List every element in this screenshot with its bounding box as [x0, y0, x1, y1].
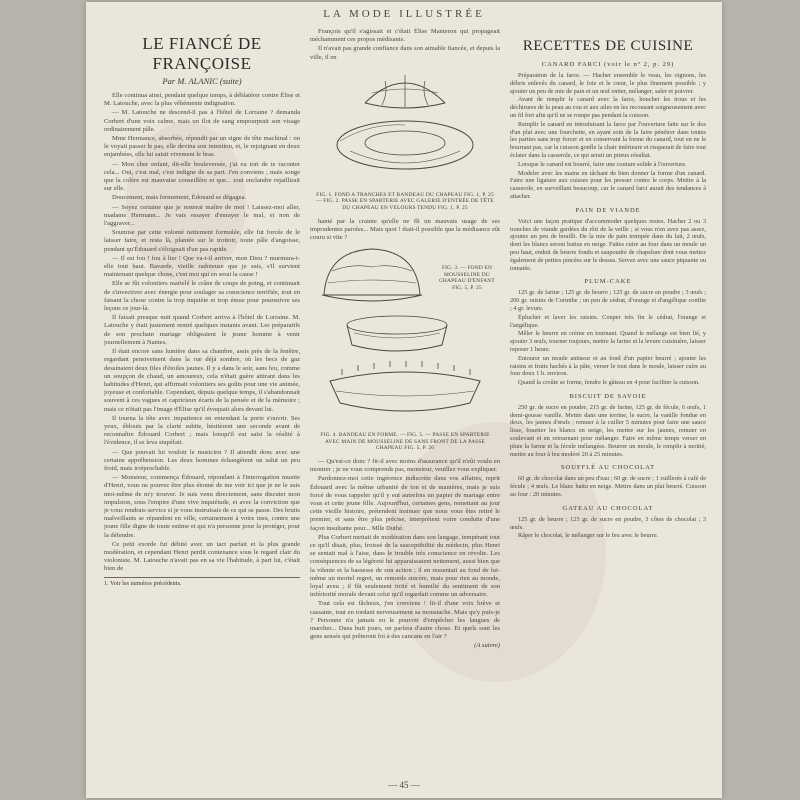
article-paragraph: Mme Hermance, absorbée, répondit par un signe de tête machinal : on le voyait passer le pas, elle devina son intention, et, le rejoignant en deux enjambées, elle lui saisit vivement le bras. [104, 135, 300, 159]
recipe-paragraph: 60 gr. de chocolat dans un peu d'eau ; 60 gr. de sucre ; 1 cuillerée à café de fécule ; 4 œufs. Le blanc battu en neige. Mettre dans un plat beurré. Cuisson au four : 20 minutes. [510, 475, 706, 499]
hat-figure-3-block [310, 243, 500, 361]
recipe-paragraph: 125 gr. de beurre ; 125 gr. de sucre en poudre, 3 côtes de chocolat ; 3 œufs. [510, 515, 706, 531]
to-be-continued: (A suivre) [474, 642, 500, 650]
running-title: LA MODE ILLUSTRÉE [323, 8, 485, 20]
article-paragraph: — M. Latouche ne descend-il pas à l'hôtel de Lorraine ? demanda Corbert d'une voix calme, mais un flot de sang empourprait son visage ordinairement pâle. [104, 109, 300, 133]
article-paragraph: — Que pouvait lui vouloir le musicien ? Il attendit donc avec une certaine appréhension. Les deux hommes échangèrent un salut un peu froid, mais irréprochable. [104, 448, 300, 472]
recipe-paragraph: Lorsque le canard est bourré, faire une couture solide à l'ouverture. [518, 160, 687, 168]
article-paragraph: Tout cela est fâcheux, j'en conviens ! fit-il d'une voix brève et cassante, tout en tordant nerveusement sa moustache. Mais qu'y puis-je ? Personne n'a jamais eu le pouvoir d'empêcher les langues de marcher... Dans huit jours, on parlera d'autre chose. Et quels sont les gens sensés qui prêteront foi à des cancans en l'air ? [310, 600, 500, 641]
recipe-paragraph: Remplir le canard en introduisant la farce par l'ouverture faite sur le dos d'un plat avec une fourchette, en ayant soin de la faire pénétrer dans toutes les parties sans trop forcer et en conservant la forme du canard, tout en ne le bourrant pas, car la cuisson gonfle la chair intérieure et risquerait de faire tout éclater dans la casserole, ce qui serait un piteux résultat. [510, 120, 706, 159]
article-paragraph: Soumise par cette volonté nettement formulée, elle fut forcée de le laisser faire, et resta là, plantée sur le trottoir, toute pâle d'angoisse, pendant qu'Édouard s'éloignait d'un pas rapide. [104, 229, 300, 253]
recipe-heading: PAIN DE VIANDE [575, 206, 641, 214]
byline-author: Par M. ALANIC [162, 76, 218, 86]
article-title: LE FIANCÉ DE FRANÇOISE [142, 34, 262, 73]
hat-crown-illustration [365, 75, 445, 108]
hat-figure-3 [312, 243, 432, 313]
recipe-paragraph: Éplucher et laver les raisins. Couper très fin le cédrat, l'orange et l'angélique. [510, 313, 706, 329]
article-column-1 [104, 28, 300, 772]
recipe-paragraph: Préparation de la farce. — Hacher ensemble le veau, les oignons, les débris enlevés du canard, le foie et le cœur, le plus finement possible ; y ajouter un peu de mie de pain et un œuf entier, mélanger, saler et poivrer. [510, 72, 706, 95]
recipes-column [510, 28, 706, 772]
recipe-paragraph: 250 gr. de sucre en poudre, 215 gr. de farine, 125 gr. de fécule, 6 œufs, 1 demi-gousse vanille. Mettre dans une terrine, le sucre, la vanille fondue en deux, les jaunes d'œufs ; remuer à la cuiller 5 minutes pour faire une sauce lisse, fouetter les blancs en neige, les mettre sur les jaunes, remuer en soulevant et en retournant pour mélanger. Faire en même temps verser en pluie la farine et la fécule mélangées. Beurrer un moule, le remplir à moitié, mettre au four à feu modéré 20 à 25 minutes. [510, 403, 706, 458]
footnote: 1. Voir les numéros précédents. [104, 577, 300, 588]
magazine-page [86, 2, 722, 798]
recipe-paragraph: Entourer un moule antiseur et au fond d'un papier beurré ; ajouter les raisins et fruits hachés à la pâte, verser le tout dans le moule, laisser cuire au four doux 1 h. environ. [510, 354, 706, 378]
article-paragraph: Il faisait presque nuit quand Corbert arriva à l'hôtel de Lorraine. M. Latouche y était justement rentré quelques instants avant. Les préparatifs de son prochain mariage obligeaient le jeune homme à venir journellement à Nantes. [104, 314, 300, 346]
figure-caption: FIG. 3. — FOND EN MOUSSELINE DU CHAPEAU D'ENFANT FIG. 5, P. 25 [439, 265, 495, 291]
recipe-paragraph: Râper le chocolat, le mélanger sur le feu avec le beurre. [518, 532, 659, 540]
recipe-paragraph: 125 gr. de farine ; 125 gr. de beurre ; 125 gr. de sucre en poudre ; 3 œufs ; 200 gr. raisins de Corinthe ; un peu de cédrat, d'orange et d'angélique confite ; 4 gr. levure. [510, 289, 706, 312]
recipe-paragraph: Voici une façon pratique d'accommoder quelques restes. Hacher 2 ou 3 tranches de viande gardées du rôti de la veille ; si vous n'en avez pas assez, ajoutez un peu de bouilli. De la mie de pain trempée dans du lait, 2 œufs, dont les blancs seront battus en neige. Faites cuire au four dans un moule un peu haut, enduit de beurre fondu et saupoudré de chapelure dont vous mettez également de petites pincées sur le dessus. Servez avec une sauce piquante ou tomatée. [510, 217, 706, 272]
recipe-heading: SOUFFLÉ AU CHOCOLAT [560, 464, 656, 472]
figure-caption: FIG. 4. BANDEAU EN FORME. — FIG. 5. — PASSE EN SPARTERIE AVEC MAIN DE MOUSSELINE DE SANS FRONT DE LA PASSE CHAPEAU FIG. 5, P. 26 [320, 432, 490, 452]
recipe-heading: PLUM-CAKE [584, 278, 632, 286]
article-column-2 [310, 28, 500, 772]
byline-note: (suite) [219, 76, 242, 86]
recipe-heading: CANARD FARCI (voir le nº 2, p. 29) [541, 61, 675, 68]
hat-brim-illustration [337, 121, 473, 169]
article-paragraph: — Monsieur, commença Édouard, répondant à l'interrogation muette d'Henri, vous ne pouvez être plus étonné de me voir ici que je ne le suis moi-même de m'y trouver. Je suis venu directement, sans discuter mon impulsion, sous l'empire d'une vive inquiétude, et avec la conviction que je vous rendrais service si je vous instruisais de ce qui se passe. Des bruits malveillants se répandent en ville, certainement à votre insu, contre une jeune fille digne de toute estime et qui n'a personne pour la protéger, pour la défendre. [104, 474, 300, 539]
article-paragraph: Doucement, mais fermement, Édouard se dégagea. [112, 194, 247, 202]
article-byline [104, 76, 300, 86]
hat-figure-5-brim [310, 361, 500, 423]
article-paragraph: Elle continua ainsi, pendant quelque temps, à déblatérer contre Élise et M. Latouche, avec la plus véhémente indignation. [104, 92, 300, 108]
recipe-heading: GATEAU AU CHOCOLAT [562, 504, 654, 512]
hat-figure-4-band [322, 311, 472, 359]
article-paragraph: Elle se fût volontiers martelé le crâne de coups de poing, et continuait de s'invectiver avec énergie pour soulager sa conscience terrifiée, tout en faisant la chose contre la trop inquiète et trop émue pour poursuivre ses leçons ce jour-là. [104, 280, 300, 313]
recipe-heading: BISCUIT DE SAVOIE [569, 392, 647, 400]
hat-figure-1-2 [310, 63, 500, 183]
article-paragraph: — Qu'est-ce donc ? fit-il avec moins d'assurance qu'il n'eût voulu en montrer ; je ne vous comprends pas, monsieur, veuillez vous expliquer. [310, 457, 500, 474]
article-paragraph: François qu'il s'agissait et c'était Élise Manteron qui propageait méchamment ces propos médisants. [310, 28, 500, 44]
article-paragraph: Il était encore sans lumière dans sa chambre, assis près de la fenêtre, regardant pensivement dans la rue déjà sombre, où les becs de gaz dessinaient deux files d'étoiles jaunes. Il y a dans le soir, sans feu, comme un soupçon de chaud, un amoureux, cela n'était guère attirant dans les habitudes d'Henri, qui affirmait volontiers ses goûts pour une vie animée, joyeuse et confortable. Cependant, depuis quelque temps, il s'abandonnait souvent à ces vagues et capricieux écarts de la pensée et de la mémoire ; mais ce n'était pas l'image d'Élise qu'il évoquait alors devant lui. [104, 348, 300, 413]
article-paragraph: hanté par la crainte qu'elle ne fît un mauvais usage de ses imprudentes paroles... Mais quoi ! était-il possible que la médisance eût couru si vite ? [310, 217, 500, 241]
recipe-paragraph: Avant de remplir le canard avec la farce, boucher les trous et les déchirures de la peau au cou et aux ailes en les recousant soigneusement avec un fil fort afin qu'il ne se rompe pas pendant la cuisson. [510, 96, 706, 119]
article-paragraph: Pardonnez-moi cette ingérence indiscrète dans vos affaires, reprit Édouard avec la même urbanité de ton et de manières, mais je suis forcé de vous rappeler qu'il y eut autrefois un papier de mariage entre vous et cette jeune fille. Aujourd'hui, certaines gens, remettant au jour cette vieille histoire, prétendent insinuer que nous vous êtes retiré le premier, et sans être plus précise, interprètent votre conduite d'une façon insultante pour... Mlle Duthé. [310, 475, 500, 532]
recipe-paragraph: Mêler le beurre en crème en tournant. Quand le mélange est bien lié, y ajouter 3 œufs, tourner toujours, mettre la farine et la levure cuisinière, laisser reposer 1 heure. [510, 330, 706, 353]
recipes-title: RECETTES DE CUISINE [522, 38, 694, 54]
recipe-paragraph: Quand la croûte se forme, fendre le gâteau en 4 pour faciliter la cuisson. [518, 379, 700, 387]
article-paragraph: Il tourna la tête avec impatience en entendant la porte s'ouvrir. Ses yeux, éblouis par la clarté subite, hésitèrent une seconde avant de reconnaître Édouard Corbert ; mais lorsqu'il eut saisi la réalité à l'évidence, il se leva stupéfait. [104, 414, 300, 447]
article-paragraph: — Soyez certaine que je resterai maître de moi ! Laissez-moi aller, madame Hermann... Je vais essayer d'enrayer le mal, et non de l'aggraver... [104, 203, 300, 228]
article-paragraph: Plus Corbert mettait de modération dans son langage, tempérant tout ce qu'il disait, plus, froissé de la susceptibilité du médecin, plus Henri se sentait mal à l'aise, dans le trouble très conscience en révolte. Les conséquences de sa légèreté lui apparaissaient nettement, aussi bien que la vilenie et la bassesse de son action ; il en ressentait au fond de lui-même un mortel regret, un remords sincère, mais pour rien au monde, loyal aveu ; il fût seulement irrité et humilié du sentiment de son infériorité morale devant celui qu'il regardait comme un adversaire. [310, 533, 500, 599]
article-paragraph: — Il est fou ! fou à lier ! Que va-t-il arriver, mon Dieu ? murmura-t-elle tout haut. Bavarde, vieille radoteuse que je suis, s'il survient maintenant quelque chose, c'est moi qui en serai la cause ! [104, 254, 300, 279]
article-paragraph: Ce petit exorde fut débité avec un tact parfait et la plus grande modération, et cependant Henri perdit contenance sous le regard clair du violoniste. M. Latouche n'avait pas en sa vie l'habitude, à part lui, c'était bien de [104, 540, 300, 573]
page-number: — 45 — [388, 780, 420, 790]
article-paragraph: — Mon cher enfant, dit-elle bouleversée, j'ai eu tort de te raconter cela... Oui, c'est mal, c'est indigne de sa part. J'en conviens ; mais songe que la colère est mauvaise conseillère et que... tout enclandre rejaillirait sur elle. [104, 160, 300, 193]
recipe-paragraph: Modeler avec les mains en tâchant de bien donner la forme d'un canard. Faire une ligature aux cuisses pour les presser contre le corps. Mettre à la casserole, en surveillant beaucoup, car le canard farci aurait des tendances à attacher. [510, 169, 706, 200]
article-paragraph: Il n'avait pas grande confiance dans son aimable fiancée, et depuis la ville, il en [310, 45, 500, 61]
figure-caption: FIG. 1. FOND A TRANCHES ET BANDEAU DU CHAPEAU FIG. 1, P. 25 — FIG. 2. PASSE EN SPARTERIE AVEC GALERIE D'ENTRÉE DE TÊTE DU CHAPEAU EN VELOURS TENDU FIG. 1, P. 25 [316, 191, 494, 211]
